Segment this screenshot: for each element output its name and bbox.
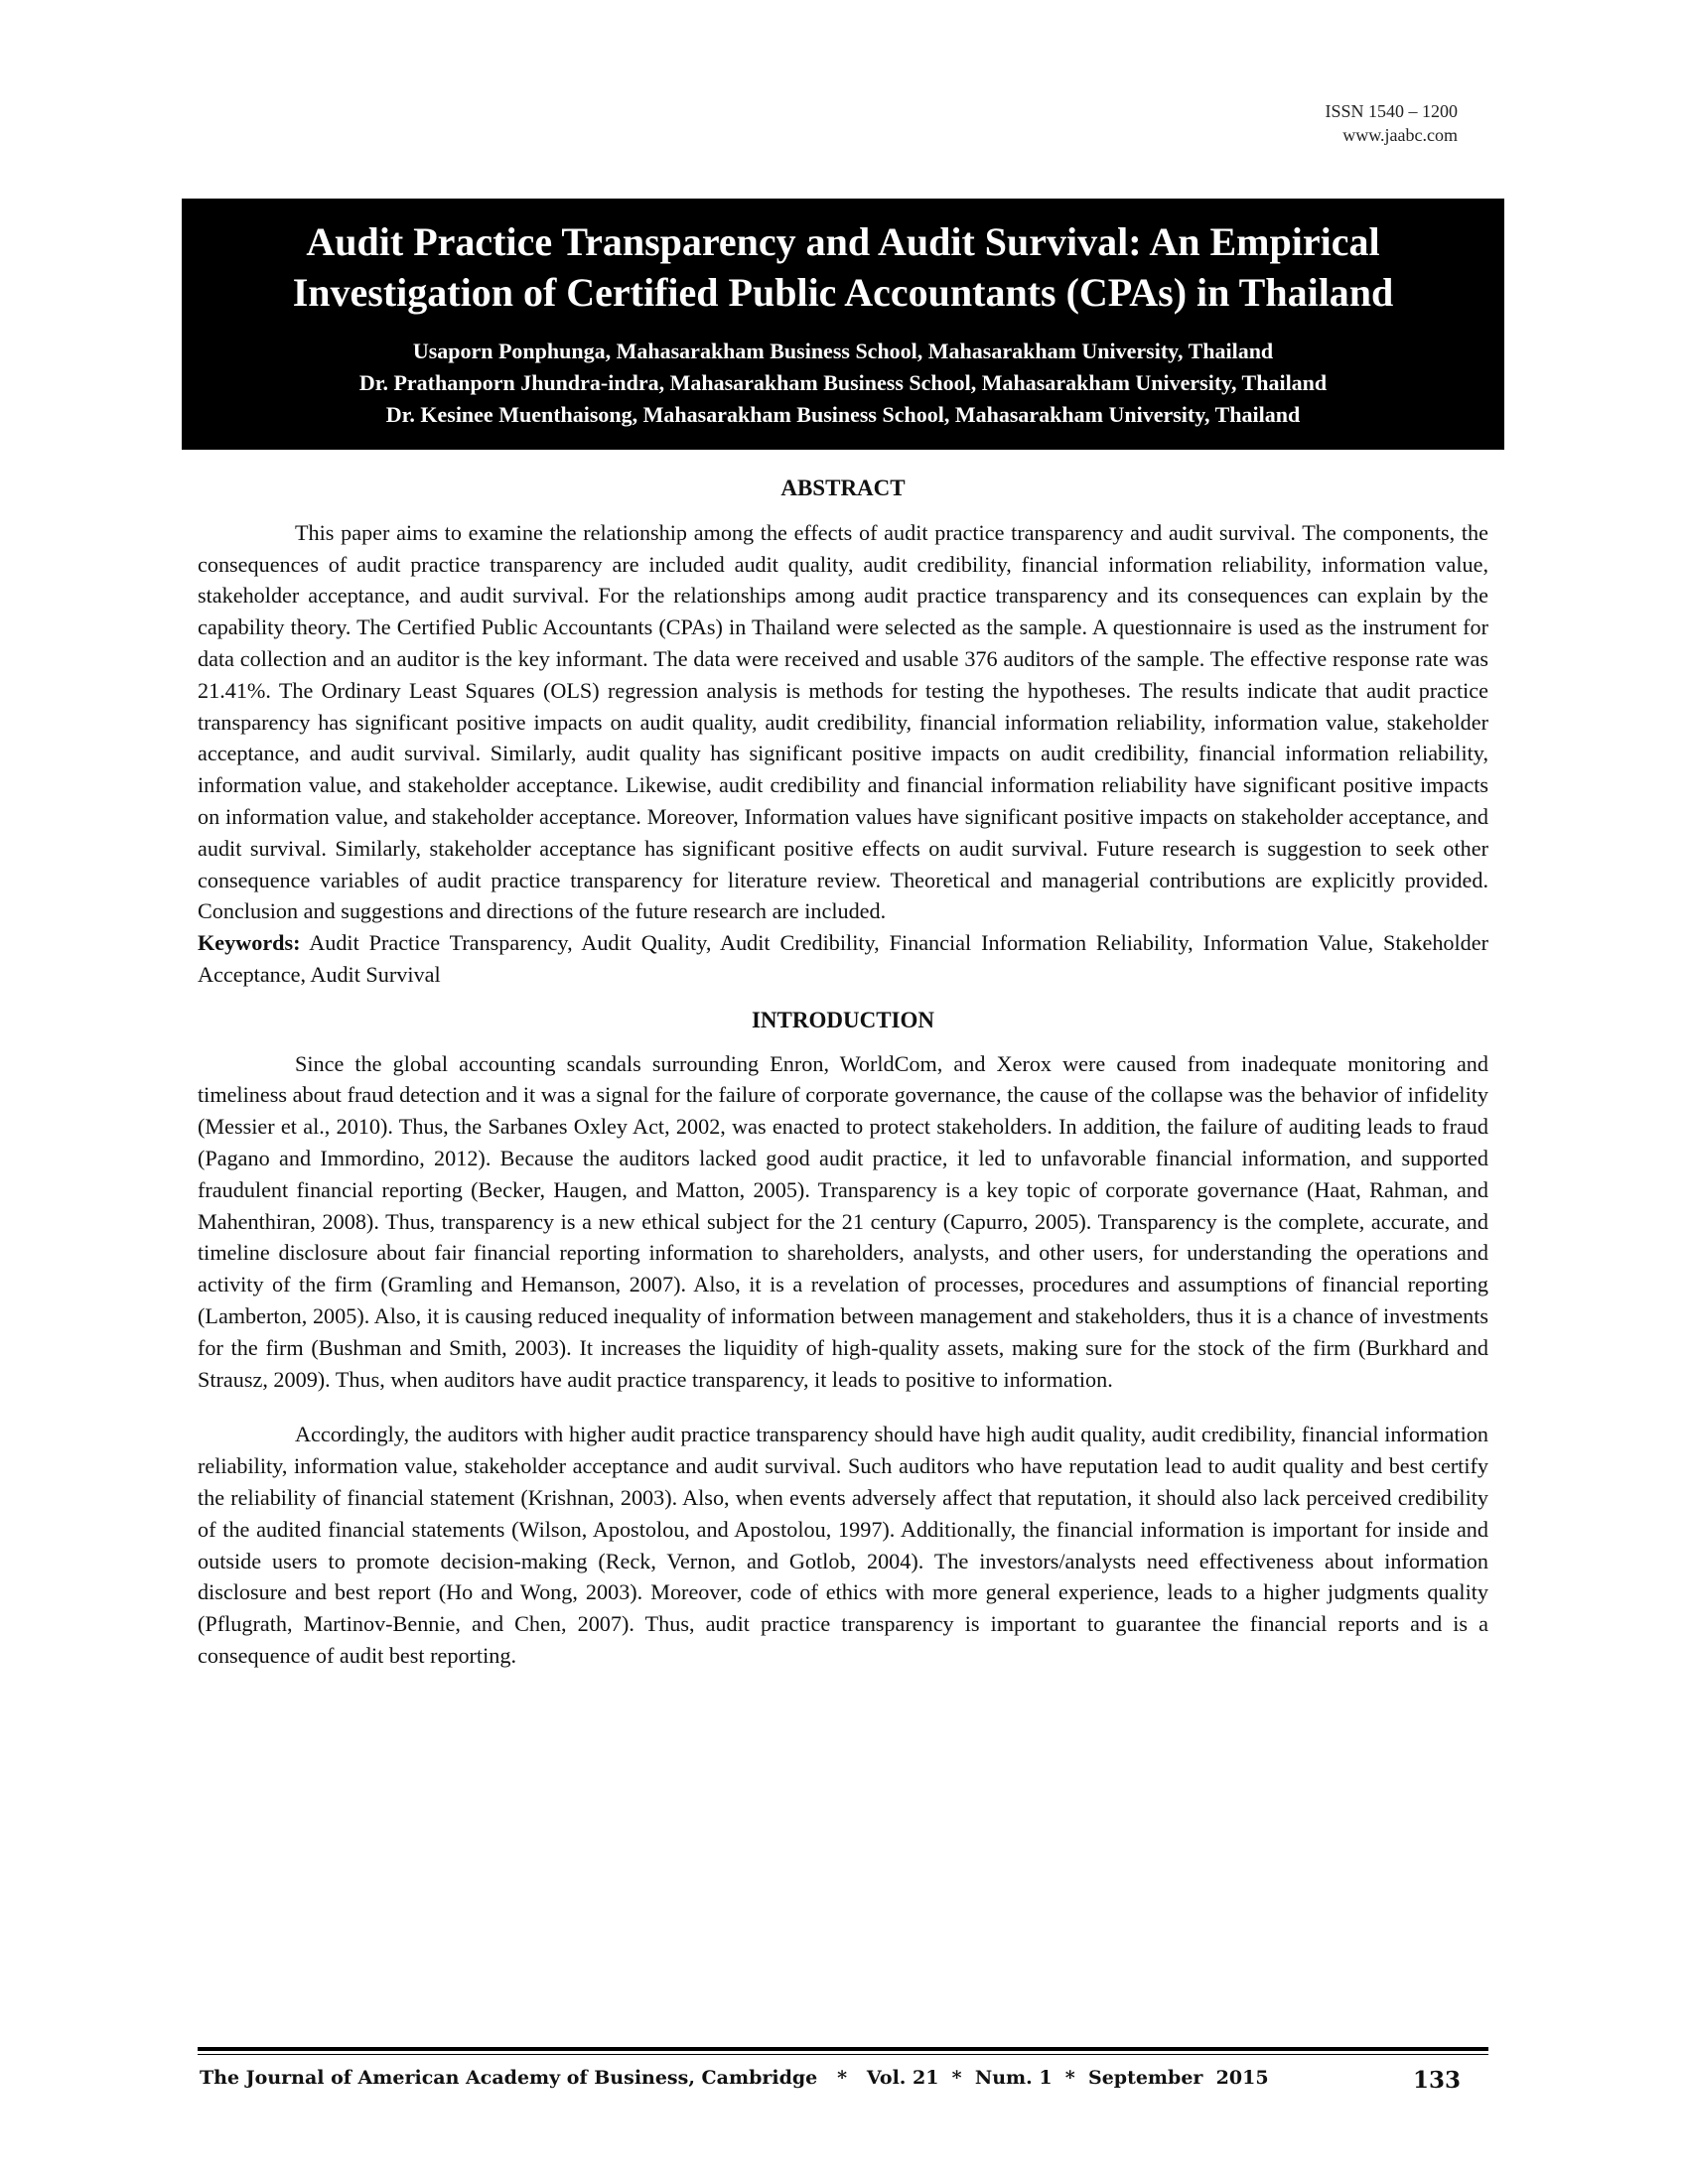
- website-text: www.jaabc.com: [1342, 125, 1458, 146]
- page-number: 133: [1413, 2067, 1462, 2094]
- journal-identifier: [1325, 99, 1458, 148]
- introduction-paragraph-2: Accordingly, the auditors with higher audit practice transparency should have high audit quality, audit credibility, financial information reliability, information value, stakeholder acceptance and audit survival. Such auditors who have reputation lead to audit quality and best certify the reliability of financial statement (Krishnan, 2003). Also, when events adversely affect that reputation, it should also lack perceived credibility of the audited financial statements (Wilson, Apostolou, and Apostolou, 1997). Additionally, the financial information is important for inside and outside users to promote decision-making (Reck, Vernon, and Gotlob, 2004). The investors/analysts need effectiveness about information disclosure and best report (Ho and Wong, 2003). Moreover, code of ethics with more general experience, leads to a higher judgments quality (Pflugrath, Martinov-Bennie, and Chen, 2007). Thus, audit practice transparency is important to guarantee the financial reports and is a consequence of audit best reporting.: [198, 1422, 1488, 1668]
- title-line-1: Audit Practice Transparency and Audit Survival: An Empirical: [306, 219, 1380, 264]
- paper-title: [182, 216, 1504, 318]
- article-body: [198, 473, 1488, 1672]
- author-2: Dr. Prathanporn Jhundra-indra, Mahasarakham Business School, Mahasarakham University, Thailand: [358, 370, 1328, 396]
- page-footer: [200, 2067, 1490, 2094]
- keywords-text: Audit Practice Transparency, Audit Quality, Audit Credibility, Financial Information Reliability, Information Value, Stakeholder Acceptance, Audit Survival: [198, 930, 1488, 987]
- title-line-2: Investigation of Certified Public Accountants (CPAs) in Thailand: [292, 270, 1394, 316]
- footer-divider-thin: [198, 2054, 1488, 2055]
- author-3: Dr. Kesinee Muenthaisong, Mahasarakham Business School, Mahasarakham University, Thailand: [385, 401, 1301, 427]
- introduction-heading: INTRODUCTION: [751, 1007, 935, 1032]
- author-list: [182, 336, 1504, 430]
- introduction-paragraph-1: Since the global accounting scandals surrounding Enron, WorldCom, and Xerox were caused from inadequate monitoring and timeliness about fraud detection and it was a signal for the failure of corporate governance, the cause of the collapse was the behavior of infidelity (Messier et al., 2010). Thus, the Sarbanes Oxley Act, 2002, was enacted to protect stakeholders. In addition, the failure of auditing leads to fraud (Pagano and Immordino, 2012). Because the auditors lacked good audit practice, it led to unfavorable financial information, and supported fraudulent financial reporting (Becker, Haugen, and Matton, 2005). Transparency is a key topic of corporate governance (Haat, Rahman, and Mahenthiran, 2008). Thus, transparency is a new ethical subject for the 21 century (Capurro, 2005). Transparency is the complete, accurate, and timeline disclosure about fair financial reporting information to shareholders, analysts, and other users, for understanding the operations and activity of the firm (Gramling and Hemanson, 2007). Also, it is a revelation of processes, procedures and assumptions of financial reporting (Lamberton, 2005). Also, it is causing reduced inequality of information between management and stakeholders, thus it is a chance of investments for the firm (Bushman and Smith, 2003). It increases the liquidity of high-quality assets, making sure for the stock of the firm (Burkhard and Strausz, 2009). Thus, when auditors have audit practice transparency, it leads to positive to information.: [198, 1050, 1488, 1392]
- footer-divider-thick: [198, 2047, 1488, 2051]
- journal-citation: The Journal of American Academy of Business, Cambridge * Vol. 21 * Num. 1 * September 2015: [200, 2067, 1269, 2089]
- title-banner: [182, 199, 1504, 450]
- author-1: Usaporn Ponphunga, Mahasarakham Business School, Mahasarakham University, Thailand: [412, 339, 1274, 364]
- keywords-label: Keywords:: [198, 930, 301, 956]
- abstract-paragraph: This paper aims to examine the relationship among the effects of audit practice transparency and audit survival. The components, the consequences of audit practice transparency are included audit quality, audit credibility, financial information reliability, information value, stakeholder acceptance, and audit survival. For the relationships among audit practice transparency and its consequences can explain by the capability theory. The Certified Public Accountants (CPAs) in Thailand were selected as the sample. A questionnaire is used as the instrument for data collection and an auditor is the key informant. The data were received and usable 376 auditors of the sample. The effective response rate was 21.41%. The Ordinary Least Squares (OLS) regression analysis is methods for testing the hypotheses. The results indicate that audit practice transparency has significant positive impacts on audit quality, audit credibility, financial information reliability, information value, stakeholder acceptance, and audit survival. Similarly, audit quality has significant positive impacts on audit credibility, financial information reliability, information value, and stakeholder acceptance. Likewise, audit credibility and financial information reliability have significant positive impacts on information value, and stakeholder acceptance. Moreover, Information values have significant positive impacts on stakeholder acceptance, and audit survival. Similarly, stakeholder acceptance has significant positive effects on audit survival. Future research is suggestion to seek other consequence variables of audit practice transparency for literature review. Theoretical and managerial contributions are explicitly provided. Conclusion and suggestions and directions of the future research are included.: [198, 519, 1488, 924]
- issn-text: ISSN 1540 – 1200: [1325, 101, 1458, 121]
- abstract-heading: ABSTRACT: [780, 476, 906, 500]
- keywords-line: [198, 927, 1488, 991]
